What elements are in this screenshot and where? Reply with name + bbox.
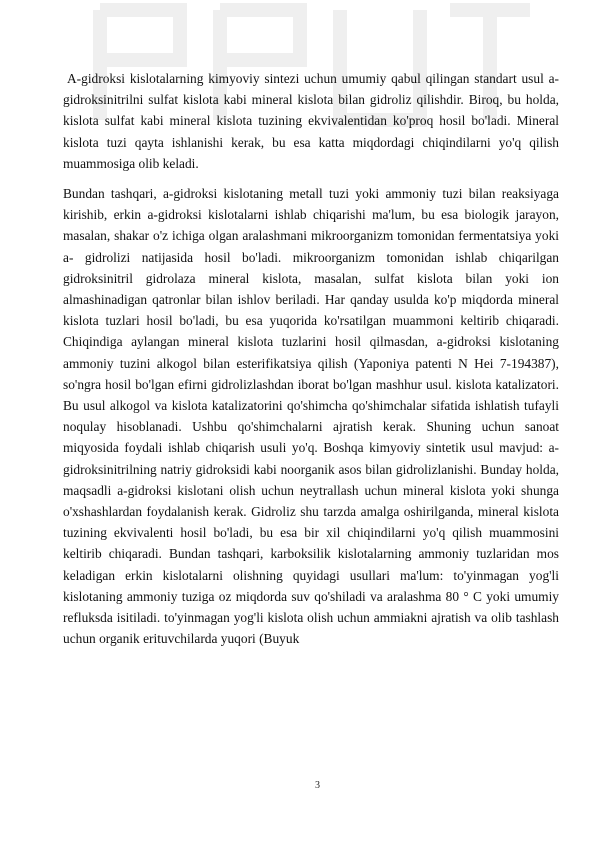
document-body <box>63 68 559 658</box>
paragraph-1: A-gidroksi kislotalarning kimyoviy sintezi uchun umumiy qabul qilingan standart usul a-gidroksinitrilni sulfat kislota kabi mineral kislota bilan gidroliz qilishdir. Biroq, bu holda, kislota sulfat kabi mineral kislota tuzining ekvivalentidan ko'proq hosil bo'ladi. Mineral kislota tuzi qayta ishlanishi kerak, bu esa katta miqdordagi chiqindilarni yo'q qilish muammosiga olib keladi. <box>63 71 559 171</box>
paragraph-2: Bundan tashqari, a-gidroksi kislotaning metall tuzi yoki ammoniy tuzi bilan reaksiyaga kirishib, erkin a-gidroksi kislotalarni ishlab chiqarishi ma'lum, bu esa biologik jarayon, masalan, shakar o'z ichiga olgan aralashmani mikroorganizm tomonidan fermentatsiya yoki a- gidrolizi natijasida hosil bo'ladi. mikroorganizm tomonidan ishlab chiqarilgan gidroksinitril gidrolaza mineral kislota, masalan, sulfat kislota bilan yoki ion almashinadigan qatronlar bilan ishlov beriladi. Har qanday usulda ko'p miqdorda mineral kislota tuzlari hosil bo'ladi, bu esa yuqorida ko'rsatilgan muammoni keltirib chiqaradi. Chiqindiga aylangan mineral kislota tuzlarini hosil qilmasdan, a-gidroksi kislotaning ammoniy tuzini alkogol bilan esterifikatsiya qilish (Yaponiya patenti N Hei 7-194387), so'ngra hosil bo'lgan efirni gidrolizlashdan iborat bo'lgan mashhur usul. kislota katalizatori. Bu usul alkogol va kislota katalizatorini qo'shimcha qo'shimchalar sifatida ishlatish tufayli noqulay hisoblanadi. Ushbu qo'shimchalarni ajratish kerak. Shuning uchun sanoat miqyosida foydali ishlab chiqarish usuli yo'q. Boshqa kimyoviy sintetik usul mavjud: a-gidroksinitrilning natriy gidroksidi kabi noorganik asos bilan gidrolizlanishi. Bunday holda, maqsadli a-gidroksi kislotani olish uchun neytrallash uchun mineral kislota yoki shunga o'xshashlardan foydalanish kerak. Gidroliz shu tarzda amalga oshirilganda, mineral kislota tuzining ekvivalenti hosil bo'ladi, bu esa bir xil chiqindilarni yo'q qilish muammosini keltirib chiqaradi. Bundan tashqari, karboksilik kislotalarning ammoniy tuzlaridan mos keladigan erkin kislotalarni olishning quyidagi usullari ma'lum: to'yinmagan yog'li kislotaning ammoniy tuziga oz miqdorda suv qo'shiladi va aralashma 80 ° C yoki umumiy refluksda isitiladi. to'yinmagan yog'li kislota olish uchun ammiakni ajratish va olib tashlash uchun organik erituvchilarda yuqori (Buyuk <box>63 186 559 647</box>
page-number: 3 <box>315 780 320 791</box>
